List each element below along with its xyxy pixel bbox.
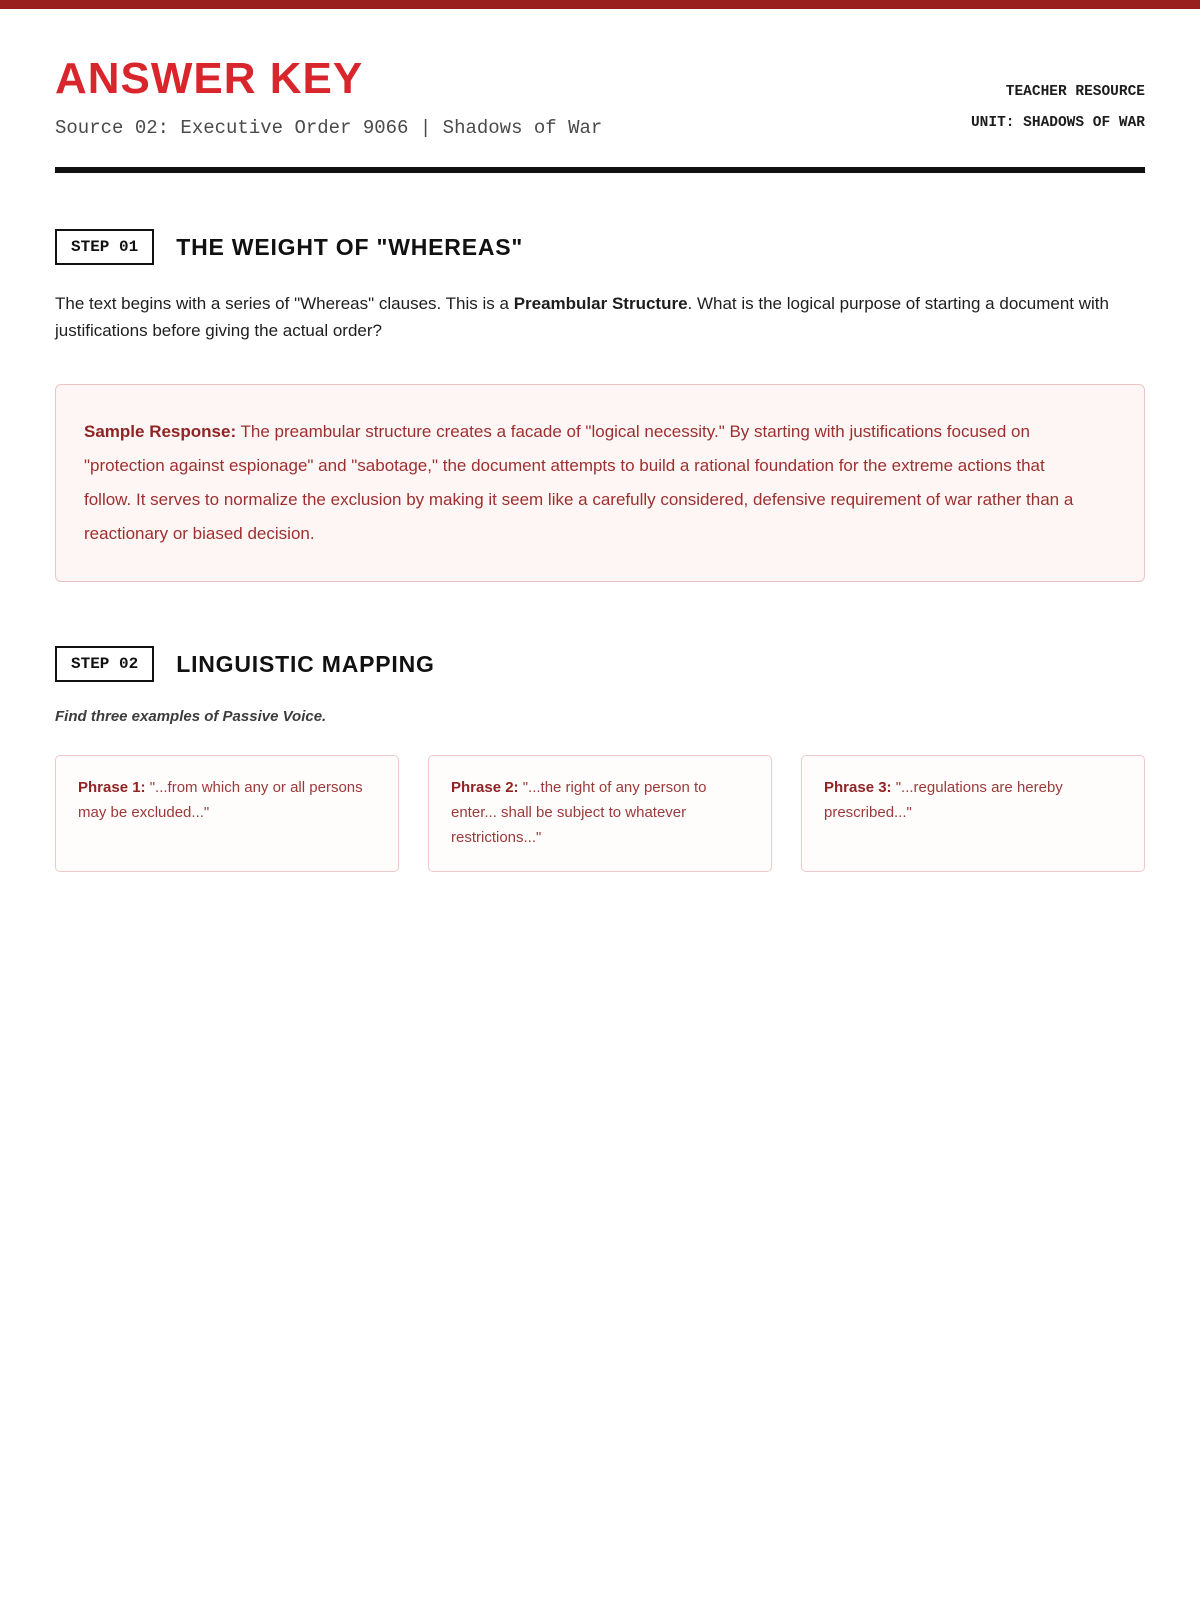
question-text-pre: The text begins with a series of "Whereas" clauses. This is a (55, 294, 514, 313)
phrase-3-label: Phrase 3: (824, 779, 892, 797)
phrase-1-quote: "...from which any or all persons may be excluded..." (78, 779, 363, 822)
header-left (55, 54, 603, 139)
phrase-2-label: Phrase 2: (451, 779, 519, 797)
header (55, 54, 1145, 139)
top-accent-bar (0, 0, 1200, 9)
step-02-header (55, 646, 1145, 682)
phrase-3-quote: "...regulations are hereby prescribed..." (824, 779, 1063, 822)
phrase-2-text (451, 776, 749, 850)
page-title: ANSWER KEY (55, 54, 364, 103)
phrase-card-1 (55, 755, 399, 871)
step-01-question (55, 291, 1140, 344)
unit-label: UNIT: SHADOWS OF WAR (970, 114, 1145, 131)
step-02-heading: LINGUISTIC MAPPING (176, 650, 435, 677)
step-01-header (55, 229, 1145, 265)
sample-response-label: Sample Response: (84, 422, 237, 442)
step-01-badge: STEP 01 (55, 229, 154, 265)
header-divider (55, 167, 1145, 173)
question-text-post: . What is the logical purpose of starting a document with justifications before giving the actual order? (55, 294, 1109, 340)
question-bold-term: Preambular Structure (513, 294, 688, 313)
phrase-3-text (824, 776, 1122, 826)
sample-response-box (55, 384, 1145, 582)
phrase-1-label: Phrase 1: (78, 779, 146, 797)
phrase-card-2 (428, 755, 772, 871)
step-02-badge: STEP 02 (55, 646, 154, 682)
teacher-resource-label: TEACHER RESOURCE (1005, 84, 1145, 101)
step-01-heading: THE WEIGHT OF "WHEREAS" (176, 233, 524, 260)
phrase-1-text (78, 776, 376, 826)
phrase-card-3 (801, 755, 1145, 871)
header-right (971, 77, 1145, 139)
source-subtitle: Source 02: Executive Order 9066 | Shadows of War (55, 117, 603, 139)
phrase-2-quote: "...the right of any person to enter... shall be subject to whatever restrictions..." (451, 779, 707, 846)
sample-response-text (84, 415, 1094, 551)
phrase-cards (55, 755, 1145, 871)
worksheet-page (0, 54, 1200, 872)
sample-response-body: The preambular structure creates a facade of "logical necessity." By starting with justifications focused on "protection against espionage" and "sabotage," the document attempts to build a rational foundation for the extreme actions that follow. It serves to normalize the exclusion by making it seem like a carefully considered, defensive requirement of war rather than a reactionary or biased decision. (84, 422, 1074, 544)
step-02-instruction: Find three examples of Passive Voice. (55, 708, 327, 726)
